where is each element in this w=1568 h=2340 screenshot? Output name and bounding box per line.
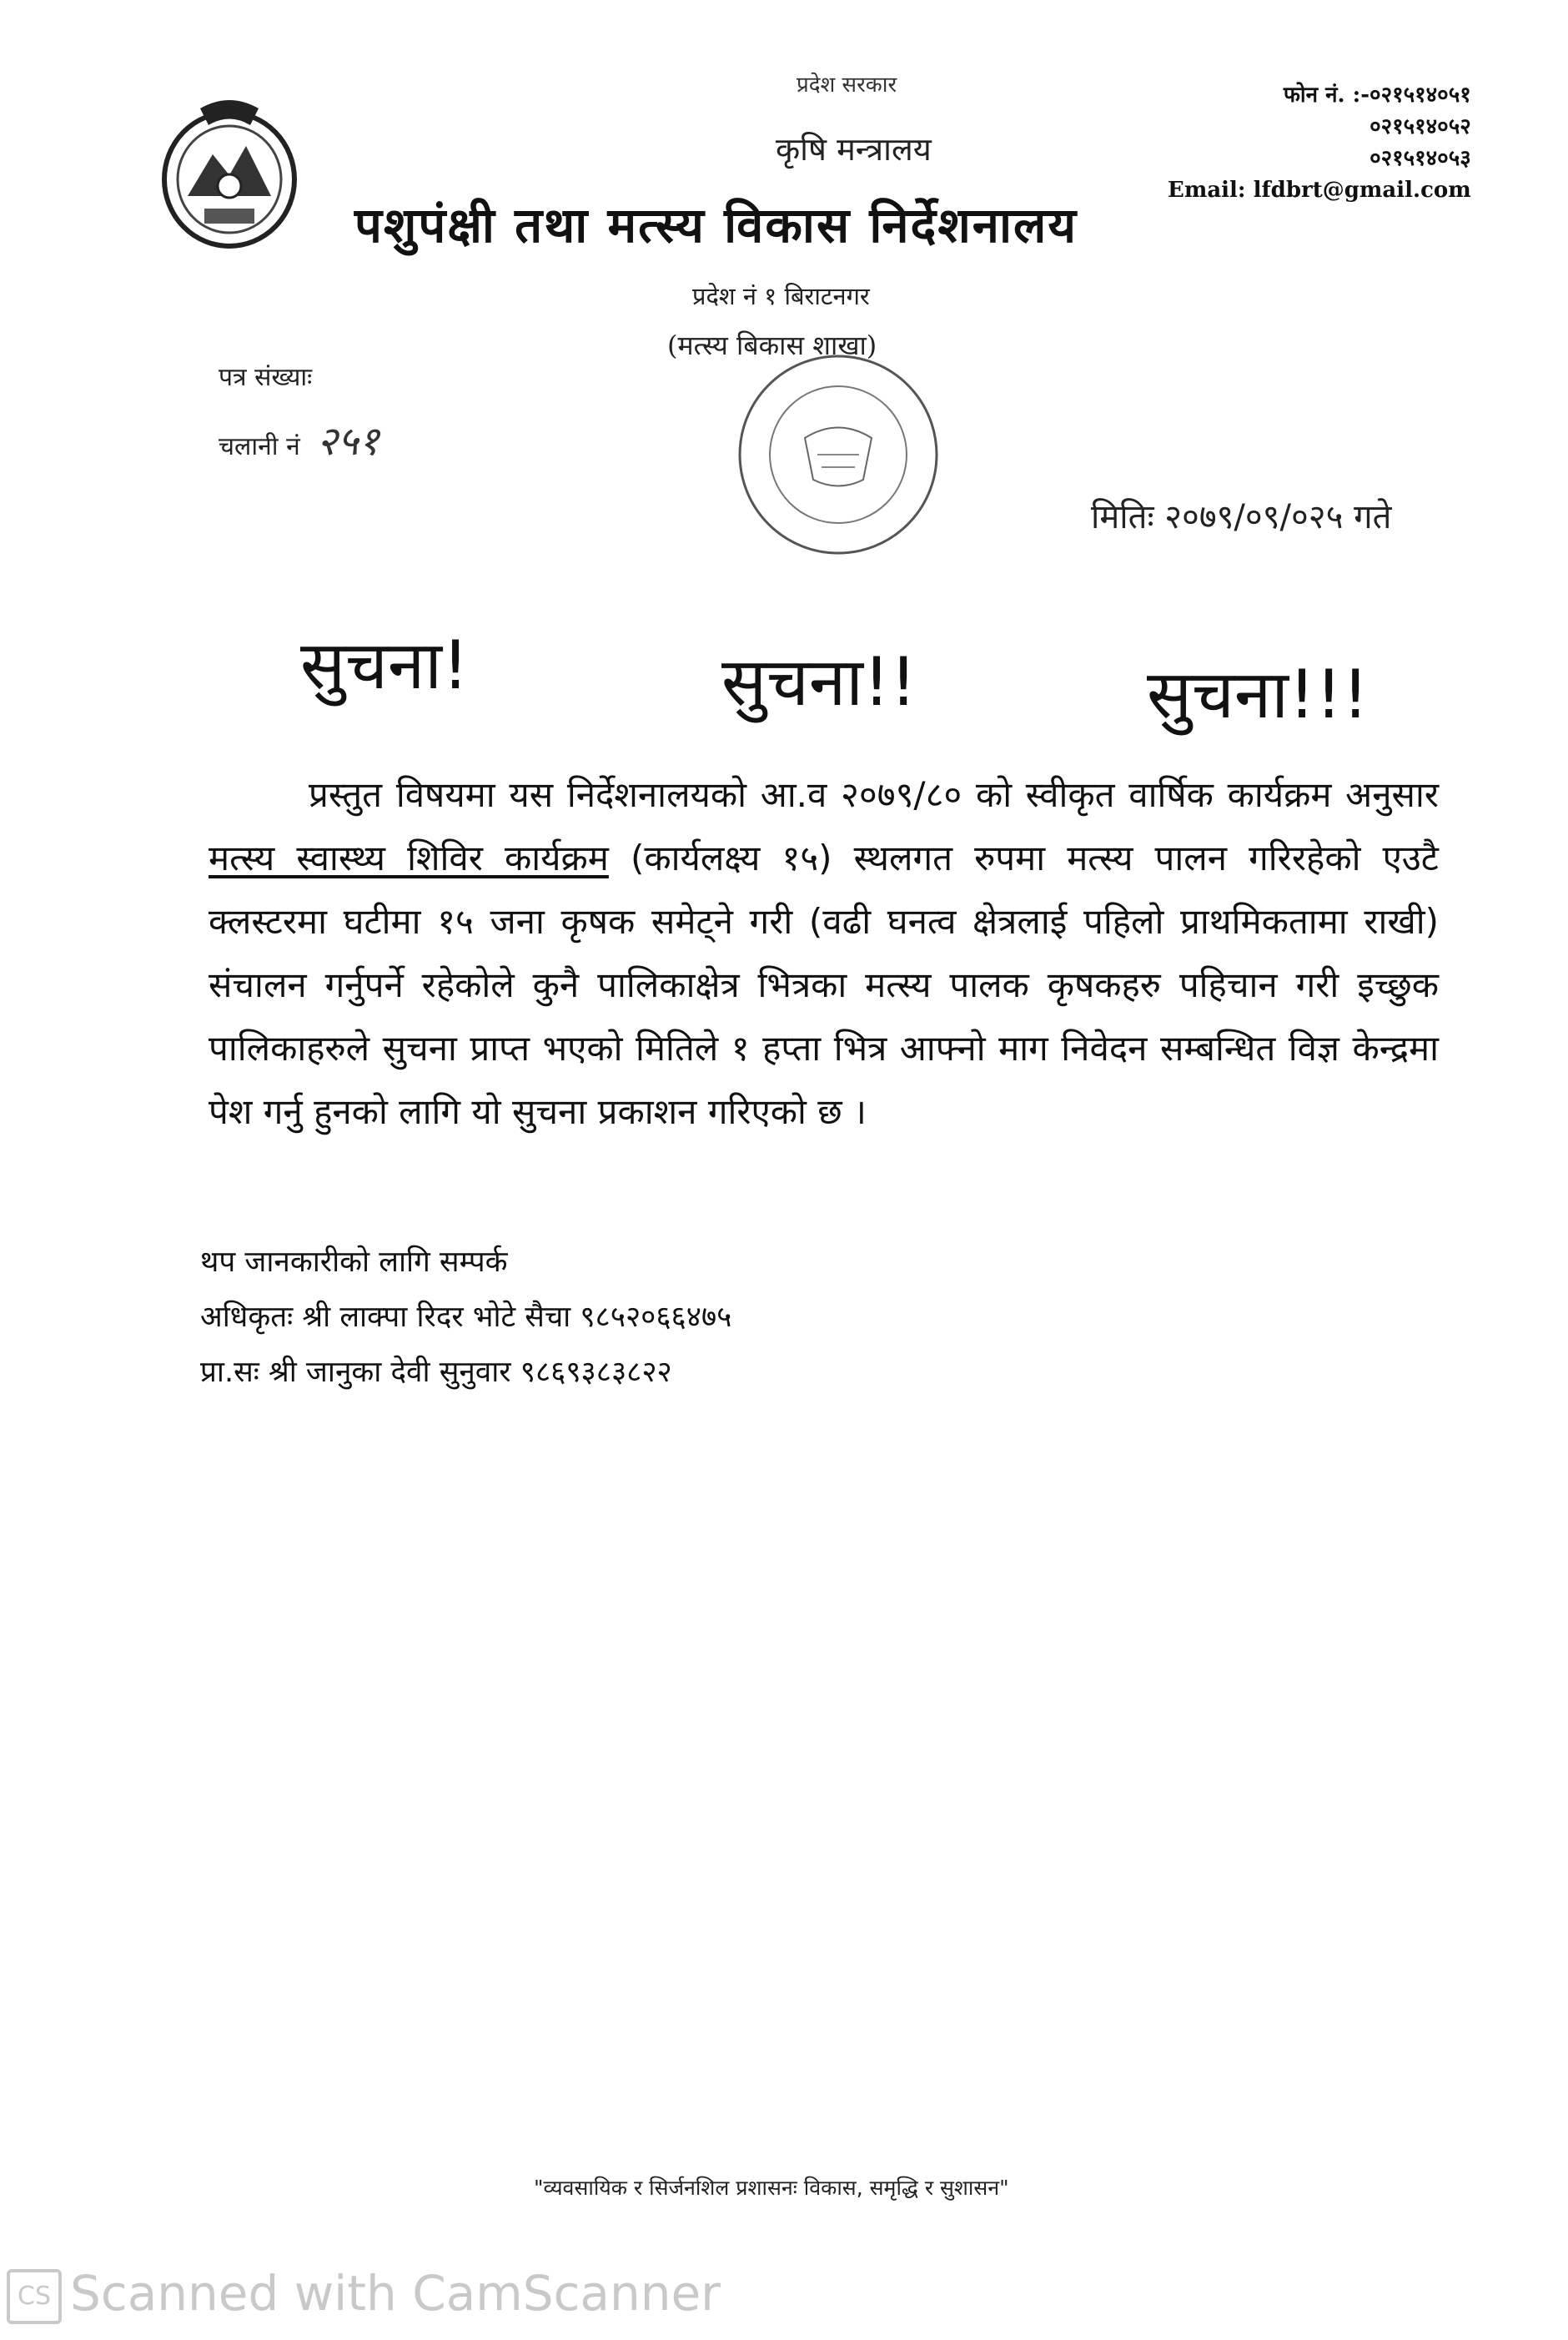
scanner-watermark: [7, 2265, 721, 2324]
phone-number: :-०२१५१४०५१: [1352, 83, 1471, 108]
department-title: पशुपंक्षी तथा मत्स्य विकास निर्देशनालय: [354, 197, 1078, 254]
watermark-text: Scanned with CamScanner: [70, 2265, 721, 2322]
camscanner-logo-icon: CS: [7, 2269, 62, 2324]
dispatch-value: २५१: [316, 418, 379, 465]
email-label: Email:: [1168, 178, 1246, 203]
province-location: प्रदेश नं १ बिराटनगर: [692, 282, 870, 310]
nepal-emblem-icon: [154, 88, 304, 254]
contact-info: [200, 1235, 731, 1400]
notice-heading-1: सुचना!: [300, 627, 470, 704]
footer-motto: "व्यवसायिक र सिर्जनशिल प्रशासनः विकास, समृद्धि र सुशासन": [534, 2176, 1009, 2200]
body-text-part-1: प्रस्तुत विषयमा यस निर्देशनालयको आ.व २०७९/८० को स्वीकृत वार्षिक कार्यक्रम अनुसार: [309, 774, 1439, 815]
phone-row-1: [1168, 79, 1471, 111]
assistant-contact: प्रा.सः श्री जानुका देवी सुनुवार ९८६९३८३८२२: [200, 1356, 672, 1389]
notice-heading-2: सुचना!!: [721, 643, 917, 721]
contact-heading: थप जानकारीको लागि सम्पर्क: [200, 1245, 508, 1279]
body-text-part-2: (कार्यलक्ष्य १५) स्थलगत रुपमा मत्स्य पालन गरिरहेको एउटै क्लस्टरमा घटीमा १५ जना कृषक समेट्ने गरी (वढी घनत्व क्षेत्रलाई पहिलो प्राथमिकतामा राखी) संचालन गर्नुपर्ने रहेकोले कुनै पालिकाक्षेत्र भित्रका मत्स्य पालक कृषकहरु पहिचान गरी इच्छुक पालिकाहरुले सुचना प्राप्त भएको मितिले १ हप्ता भित्र आफ्नो माग निवेदन सम्बन्धित विज्ञ केन्द्रमा पेश गर्नु हुनको लागि यो सुचना प्रकाशन गरिएको छ ।: [209, 838, 1439, 1132]
phone-label: फोन नं.: [1283, 83, 1345, 108]
email-row: [1168, 174, 1471, 206]
contact-block: [1168, 79, 1471, 206]
officer-contact: अधिकृतः श्री लाक्पा रिदर भोटे सैचा ९८५२०६६४७५: [200, 1301, 732, 1334]
email-address: lfdbrt@gmail.com: [1253, 178, 1471, 203]
dispatch-label: चलानी नं: [219, 432, 300, 461]
phone-number: ०२१५१४०५२: [1369, 114, 1471, 139]
government-name: प्रदेश सरकार: [797, 73, 897, 98]
dispatch-number: [219, 413, 379, 467]
letter-date: मितिः २०७९/०९/०२५ गते: [1091, 498, 1392, 536]
ministry-name: कृषि मन्त्रालय: [776, 131, 932, 168]
official-stamp-icon: [701, 338, 976, 571]
program-name: मत्स्य स्वास्थ्य शिविर कार्यक्रम: [209, 838, 609, 878]
branch-name: (मत्स्य बिकास शाखा): [667, 330, 877, 361]
phone-number: ०२१५१४०५३: [1369, 146, 1471, 171]
notice-body: [209, 763, 1439, 1144]
notice-heading-3: सुचना!!!: [1147, 656, 1369, 733]
letter-number-label: पत्र संख्याः: [219, 363, 313, 392]
